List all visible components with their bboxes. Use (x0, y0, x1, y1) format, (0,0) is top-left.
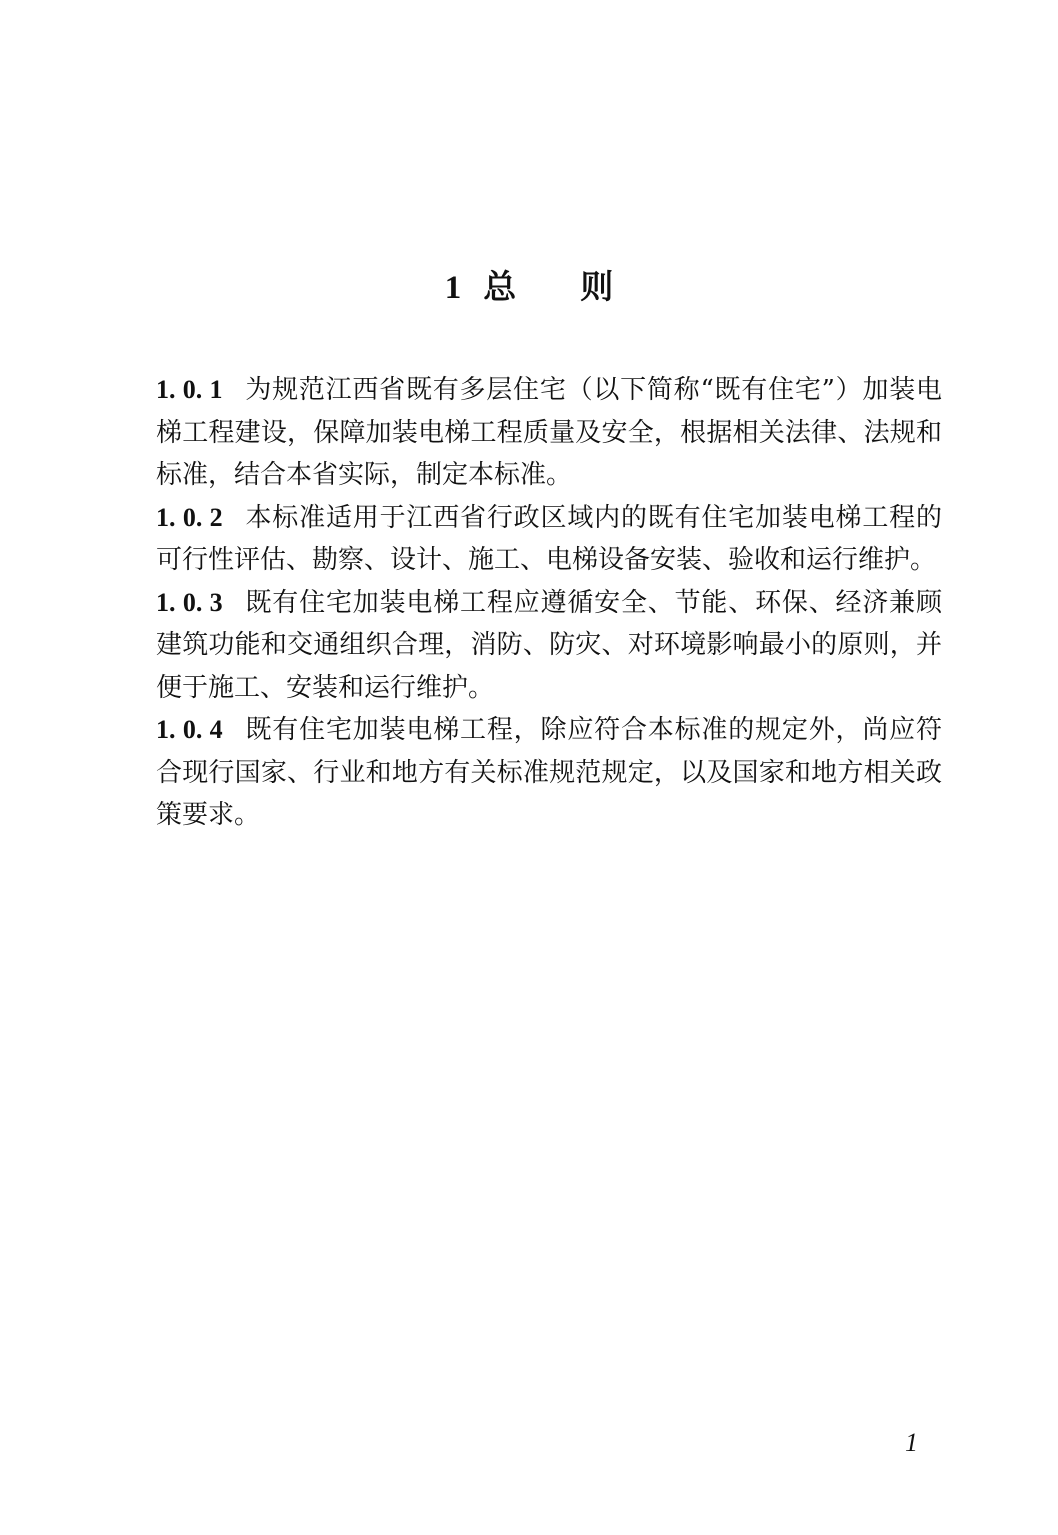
clause-number: 1. 0. 2 (156, 502, 223, 532)
chapter-title-part2: 则 (580, 267, 614, 306)
chapter-number: 1 (444, 270, 462, 306)
page-number: 1 (905, 1428, 918, 1457)
chapter-title-part1: 总 (483, 267, 517, 306)
clause-1-0-1 (156, 369, 942, 497)
clause-text: 为规范江西省既有多层住宅（以下简称“既有住宅”）加装电梯工程建设，保障加装电梯工程质量及安全，根据相关法律、法规和标准，结合本省实际，制定本标准。 (156, 375, 942, 490)
clause-1-0-4 (156, 709, 942, 837)
clause-1-0-2 (156, 497, 942, 582)
clause-number: 1. 0. 4 (156, 715, 223, 744)
clause-number: 1. 0. 3 (156, 587, 223, 617)
chapter-title (0, 262, 1058, 313)
clause-text: 既有住宅加装电梯工程应遵循安全、节能、环保、经济兼顾建筑功能和交通组织合理，消防、防灾、对环境影响最小的原则，并便于施工、安装和运行维护。 (156, 587, 942, 703)
clause-text: 既有住宅加装电梯工程，除应符合本标准的规定外，尚应符合现行国家、行业和地方有关标准规范规定，以及国家和地方相关政策要求。 (156, 715, 942, 830)
clause-number: 1. 0. 1 (156, 375, 223, 404)
chapter-body (156, 369, 942, 837)
clause-text: 本标准适用于江西省行政区域内的既有住宅加装电梯工程的可行性评估、勘察、设计、施工、电梯设备安装、验收和运行维护。 (156, 502, 942, 575)
clause-1-0-3 (156, 582, 942, 710)
